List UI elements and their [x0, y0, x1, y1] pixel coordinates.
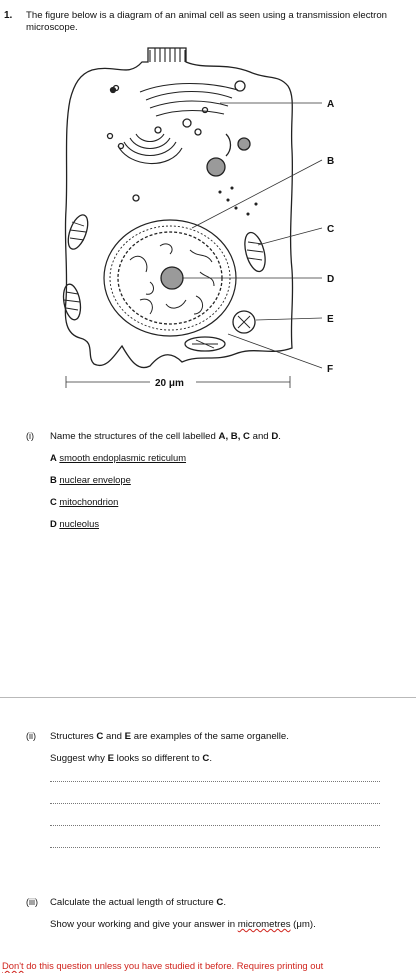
label-e: E [327, 314, 334, 325]
part-ii-number: (ii) [26, 731, 36, 741]
label-a: A [327, 99, 335, 110]
label-f: F [327, 364, 334, 375]
section-divider [0, 697, 416, 698]
answer-c[interactable]: C mitochondrion [50, 496, 119, 507]
part-ii-line1: Structures C and E are examples of the same organelle. [50, 731, 289, 742]
mitochondrion-c [241, 230, 269, 273]
mitochondrion-left-top [64, 212, 91, 251]
part-i-prompt: Name the structures of the cell labelled A, B, C and D. [50, 431, 281, 442]
part-iii-line2: Show your working and give your answer in micrometres (μm). [50, 919, 316, 930]
golgi-apparatus [140, 84, 238, 117]
label-b: B [327, 156, 335, 167]
animal-cell-diagram [0, 0, 416, 400]
scale-bar-label: 20 μm [155, 378, 184, 389]
part-ii-line2: Suggest why E looks so different to C. [50, 753, 212, 764]
label-c: C [327, 224, 335, 235]
question-text: The figure below is a diagram of an animal cell as seen using a transmission electron microscope. [26, 10, 388, 33]
answer-line-4[interactable] [50, 847, 380, 848]
nucleolus [161, 267, 183, 289]
answer-line-2[interactable] [50, 803, 380, 804]
part-iii-number: (iii) [26, 897, 38, 907]
question-number: 1. [4, 10, 13, 21]
answer-line-3[interactable] [50, 825, 380, 826]
label-d: D [327, 274, 335, 285]
microvilli [150, 48, 185, 62]
answer-a[interactable]: A smooth endoplasmic reticulum [50, 452, 187, 463]
notice-text: Don't do this question unless you have studied it before. Requires printing out [2, 960, 324, 971]
answer-line-1[interactable] [50, 781, 380, 782]
answer-b[interactable]: B nuclear envelope [50, 474, 131, 485]
part-i-number: (i) [26, 431, 34, 441]
part-iii-line1: Calculate the actual length of structure C. [50, 897, 226, 908]
answer-d[interactable]: D nucleolus [50, 518, 100, 529]
